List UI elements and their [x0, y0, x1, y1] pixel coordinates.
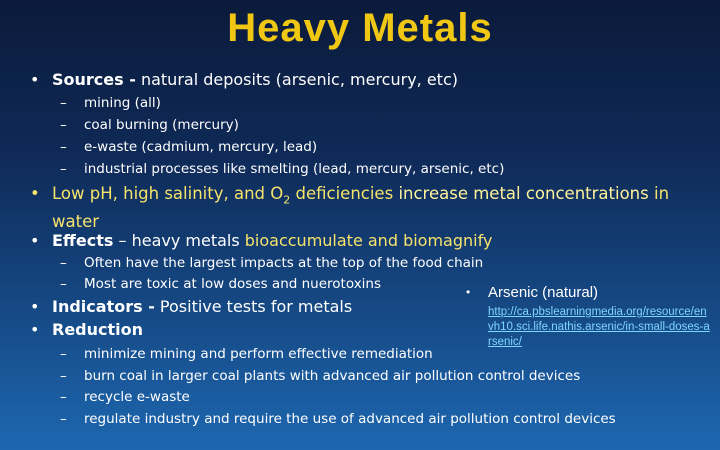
dash-icon: –	[60, 161, 67, 177]
bullet-reduction	[30, 320, 144, 340]
low-ph-text-1: Low pH, high salinity, and O	[52, 184, 284, 203]
dash-icon: –	[60, 346, 67, 362]
slide-title: Heavy Metals	[227, 6, 493, 50]
dash-icon: –	[60, 139, 67, 155]
bullet-dot-icon: •	[30, 297, 40, 316]
low-ph-subscript: 2	[283, 193, 291, 207]
effects-text: – heavy metals	[113, 231, 245, 250]
reduction-item: – minimize mining and perform effective remediation	[60, 346, 433, 362]
dash-icon: –	[60, 411, 67, 427]
effects-item: – Most are toxic at low doses and nuerotoxins	[60, 276, 382, 292]
effects-label: Effects	[52, 231, 114, 250]
arsenic-link[interactable]: http://ca.pbslearningmedia.org/resource/envh10.sci.life.nathis.arsenic/in-small-doses-arsenic/	[488, 306, 710, 348]
bullet-effects	[30, 231, 493, 251]
sources-item: – e-waste (cadmium, mercury, lead)	[60, 139, 318, 155]
indicators-text: Positive tests for metals	[154, 297, 353, 316]
bullet-dot-icon: •	[466, 285, 471, 299]
dash-icon: –	[60, 117, 67, 133]
low-ph-highlight: increase metal concentrations	[398, 184, 649, 203]
bullet-dot-icon: •	[30, 184, 40, 203]
dash-icon: –	[60, 389, 67, 405]
dash-icon: –	[60, 368, 67, 384]
sources-item: – industrial processes like smelting (lead, mercury, arsenic, etc)	[60, 161, 505, 177]
indicators-label: Indicators -	[52, 297, 155, 316]
arsenic-heading: • Arsenic (natural)	[466, 284, 599, 301]
dash-icon: –	[60, 276, 67, 292]
effects-highlight: bioaccumulate and biomagnify	[244, 231, 493, 250]
sources-item: – coal burning (mercury)	[60, 117, 239, 133]
low-ph-text-2: deficiencies	[290, 184, 399, 203]
arsenic-aside	[466, 284, 710, 350]
sources-label: Sources -	[52, 70, 136, 89]
reduction-item: – regulate industry and require the use of advanced air pollution control devices	[60, 411, 616, 427]
bullet-dot-icon: •	[30, 70, 40, 89]
reduction-label: Reduction	[52, 320, 144, 339]
reduction-item: – burn coal in larger coal plants with advanced air pollution control devices	[60, 368, 581, 384]
bullet-indicators	[30, 297, 353, 317]
bullet-low-ph	[30, 183, 672, 233]
dash-icon: –	[60, 255, 67, 271]
bullet-dot-icon: •	[30, 231, 40, 250]
sources-text: natural deposits (arsenic, mercury, etc)	[135, 70, 458, 89]
bullet-sources	[30, 70, 458, 90]
sources-item: – mining (all)	[60, 95, 161, 111]
low-ph-text-3: in	[648, 184, 670, 203]
bullet-dot-icon: •	[30, 320, 40, 339]
low-ph-line2: water	[52, 212, 100, 232]
reduction-item: – recycle e-waste	[60, 389, 190, 405]
effects-item: – Often have the largest impacts at the top of the food chain	[60, 255, 484, 271]
dash-icon: –	[60, 95, 67, 111]
